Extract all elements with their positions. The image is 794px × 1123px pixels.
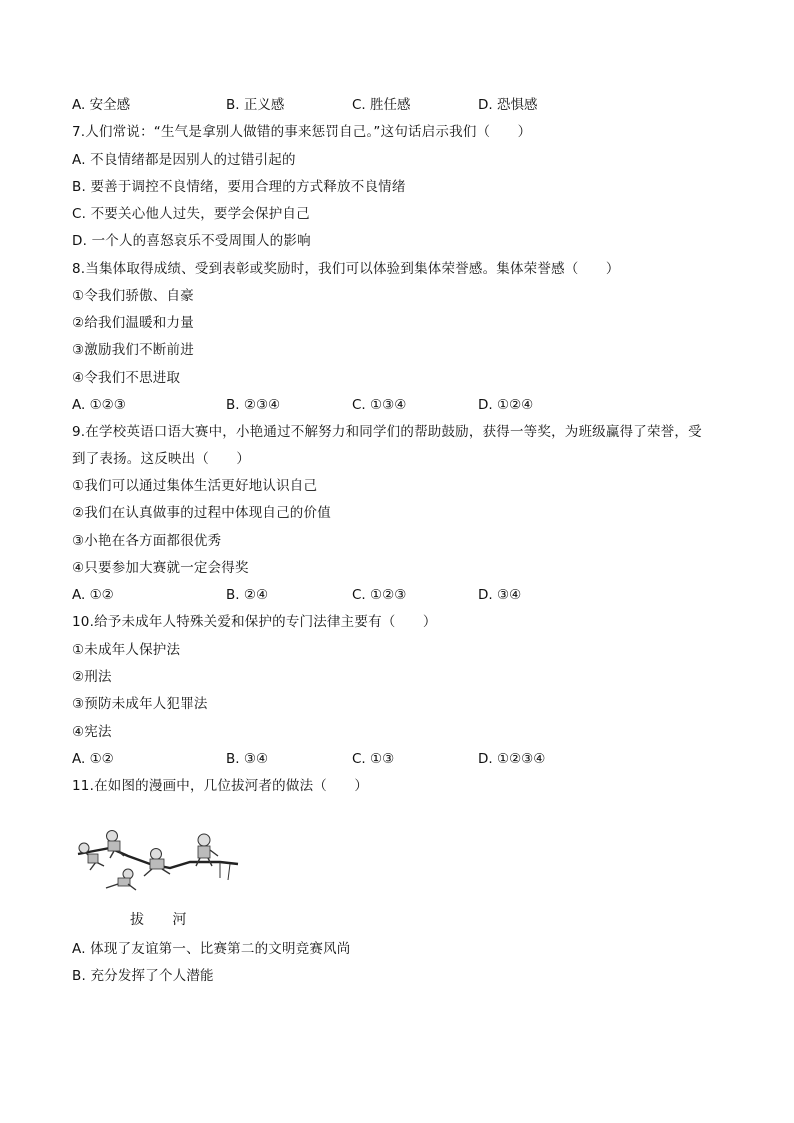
q10-option-c: C. ①③	[352, 751, 395, 767]
q9-stem-line2: 到了表扬。这反映出（ ）	[72, 451, 251, 467]
q9-option-b: B. ②④	[226, 587, 269, 603]
q10-option-b: B. ③④	[226, 751, 269, 767]
q7-choice-b: B. 要善于调控不良情绪，要用合理的方式释放不良情绪	[72, 179, 406, 195]
q9-stem-line1: 9.在学校英语口语大赛中，小艳通过不解努力和同学们的帮助鼓励，获得一等奖，为班级赢得了荣誉，受	[72, 424, 702, 440]
q8-option-a: A. ①②③	[72, 397, 126, 413]
q8-item-3: ③激励我们不断前进	[72, 342, 194, 358]
q9-item-4: ④只要参加大赛就一定会得奖	[72, 560, 249, 576]
q7-choice-a: A. 不良情绪都是因别人的过错引起的	[72, 152, 296, 168]
q10-options	[72, 749, 632, 769]
q9-item-3: ③小艳在各方面都很优秀	[72, 533, 222, 549]
q10-stem: 10.给予未成年人特殊关爱和保护的专门法律主要有（ ）	[72, 614, 437, 630]
q8-item-1: ①令我们骄傲、自豪	[72, 288, 194, 304]
q11-stem: 11.在如图的漫画中，几位拔河者的做法（ ）	[72, 778, 369, 794]
q10-item-1: ①未成年人保护法	[72, 642, 181, 658]
q10-item-2: ②刑法	[72, 669, 112, 685]
q10-option-d: D. ①②③④	[478, 751, 546, 767]
q8-stem: 8.当集体取得成绩、受到表彰或奖励时，我们可以体验到集体荣誉感。集体荣誉感（ ）	[72, 261, 620, 277]
q7-choice-d: D. 一个人的喜怒哀乐不受周围人的影响	[72, 233, 311, 249]
q9-item-2: ②我们在认真做事的过程中体现自己的价值	[72, 505, 331, 521]
q7-choice-c: C. 不要关心他人过失，要学会保护自己	[72, 206, 310, 222]
q9-option-a: A. ①②	[72, 587, 114, 603]
tug-of-war-cartoon	[70, 826, 240, 894]
q7-stem: 7.人们常说：“生气是拿别人做错的事来惩罚自己。”这句话启示我们（ ）	[72, 124, 532, 140]
q8-option-c: C. ①③④	[352, 397, 407, 413]
q8-item-2: ②给我们温暖和力量	[72, 315, 194, 331]
q11-choice-b: B. 充分发挥了个人潜能	[72, 968, 214, 984]
q9-options	[72, 585, 632, 605]
q6-option-d: D. 恐惧感	[478, 97, 538, 113]
q6-options	[72, 95, 632, 115]
q8-options	[72, 395, 632, 415]
q6-option-c: C. 胜任感	[352, 97, 411, 113]
q8-option-b: B. ②③④	[226, 397, 281, 413]
q10-option-a: A. ①②	[72, 751, 114, 767]
q11-choice-a: A. 体现了友谊第一、比赛第二的文明竞赛风尚	[72, 941, 351, 957]
q8-option-d: D. ①②④	[478, 397, 534, 413]
q8-item-4: ④令我们不思进取	[72, 370, 181, 386]
q9-option-c: C. ①②③	[352, 587, 407, 603]
q6-option-b: B. 正义感	[226, 97, 285, 113]
q10-item-4: ④宪法	[72, 724, 112, 740]
q6-option-a: A. 安全感	[72, 97, 131, 113]
q10-item-3: ③预防未成年人犯罪法	[72, 696, 208, 712]
cartoon-caption: 拔 河	[130, 912, 199, 928]
q9-item-1: ①我们可以通过集体生活更好地认识自己	[72, 478, 318, 494]
q9-option-d: D. ③④	[478, 587, 522, 603]
